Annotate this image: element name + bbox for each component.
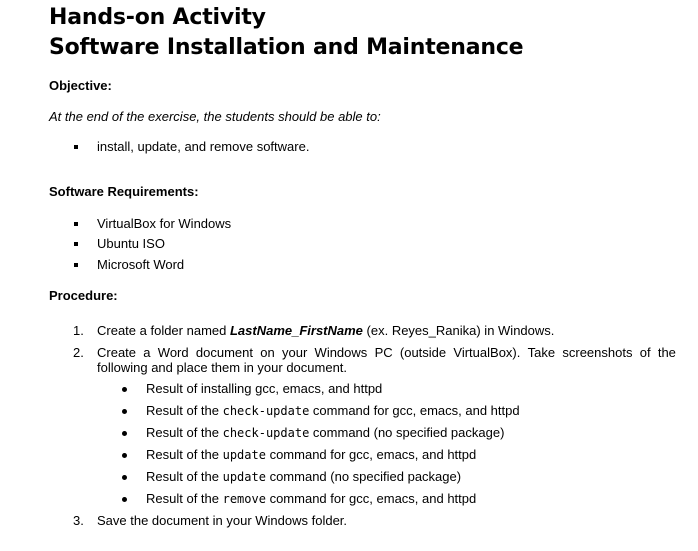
word: (outside xyxy=(399,345,447,360)
command-code: remove xyxy=(222,492,266,506)
item-text: Result of installing gcc, emacs, and httpd xyxy=(146,381,383,396)
word: of xyxy=(639,345,651,360)
word: a xyxy=(143,345,151,360)
round-bullet-icon xyxy=(122,497,127,502)
screenshot-item xyxy=(146,447,476,463)
item-text: command for gcc, emacs, and httpd xyxy=(309,403,520,418)
item-text: Result of the xyxy=(146,425,223,440)
step-2-line1 xyxy=(97,345,676,361)
word: your xyxy=(281,345,308,360)
square-bullet-icon xyxy=(74,145,78,149)
word: Take xyxy=(527,345,556,360)
square-bullet-icon xyxy=(74,263,78,267)
step-number: 3. xyxy=(73,513,84,528)
step-1-post: (ex. Reyes_Ranika) in Windows. xyxy=(362,323,555,338)
item-text: Result of the xyxy=(146,491,223,506)
step-3-text: Save the document in your Windows folder. xyxy=(97,513,348,528)
requirement-item: VirtualBox for Windows xyxy=(97,216,232,231)
round-bullet-icon xyxy=(122,453,127,458)
word: VirtualBox). xyxy=(453,345,521,360)
command-code: check-update xyxy=(222,426,310,440)
round-bullet-icon xyxy=(122,475,127,480)
word: on xyxy=(260,345,275,360)
folder-name-format: LastName_FirstName xyxy=(229,323,363,338)
page-title-line2: Software Installation and Maintenance xyxy=(49,35,524,60)
word: PC xyxy=(374,345,393,360)
round-bullet-icon xyxy=(122,387,127,392)
square-bullet-icon xyxy=(74,222,78,226)
round-bullet-icon xyxy=(122,431,127,436)
square-bullet-icon xyxy=(74,242,78,246)
command-code: update xyxy=(222,448,266,462)
word: Windows xyxy=(314,345,368,360)
screenshot-item xyxy=(146,469,461,485)
item-text: Result of the xyxy=(146,469,223,484)
word: document xyxy=(195,345,253,360)
item-text: command (no specified package) xyxy=(309,425,505,440)
step-number: 2. xyxy=(73,345,84,360)
requirements-heading: Software Requirements: xyxy=(49,184,199,199)
item-text: Result of the xyxy=(146,447,223,462)
objective-item: install, update, and remove software. xyxy=(97,139,310,154)
requirement-item: Ubuntu ISO xyxy=(97,236,165,251)
step-number: 1. xyxy=(73,323,84,338)
item-text: command for gcc, emacs, and httpd xyxy=(265,447,477,462)
round-bullet-icon xyxy=(122,409,127,414)
screenshot-item xyxy=(146,403,520,419)
objective-intro: At the end of the exercise, the students should be able to: xyxy=(49,109,381,124)
word: screenshots xyxy=(562,345,633,360)
word: Word xyxy=(157,345,189,360)
command-code: update xyxy=(222,470,266,484)
requirement-item: Microsoft Word xyxy=(97,257,185,272)
word: the xyxy=(657,345,676,360)
item-text: command (no specified package) xyxy=(265,469,462,484)
item-text: command for gcc, emacs, and httpd xyxy=(265,491,477,506)
step-1-text xyxy=(97,323,554,339)
screenshot-item xyxy=(146,381,382,397)
step-2-line2: following and place them in your document. xyxy=(97,360,348,375)
step-1-pre: Create a folder named xyxy=(97,323,230,338)
screenshot-item xyxy=(146,425,504,441)
page-title-line1: Hands-on Activity xyxy=(49,5,266,30)
word: Create xyxy=(97,345,137,360)
command-code: check-update xyxy=(222,404,310,418)
objective-heading: Objective: xyxy=(49,78,112,93)
procedure-heading: Procedure: xyxy=(49,288,118,303)
screenshot-item xyxy=(146,491,476,507)
item-text: Result of the xyxy=(146,403,223,418)
